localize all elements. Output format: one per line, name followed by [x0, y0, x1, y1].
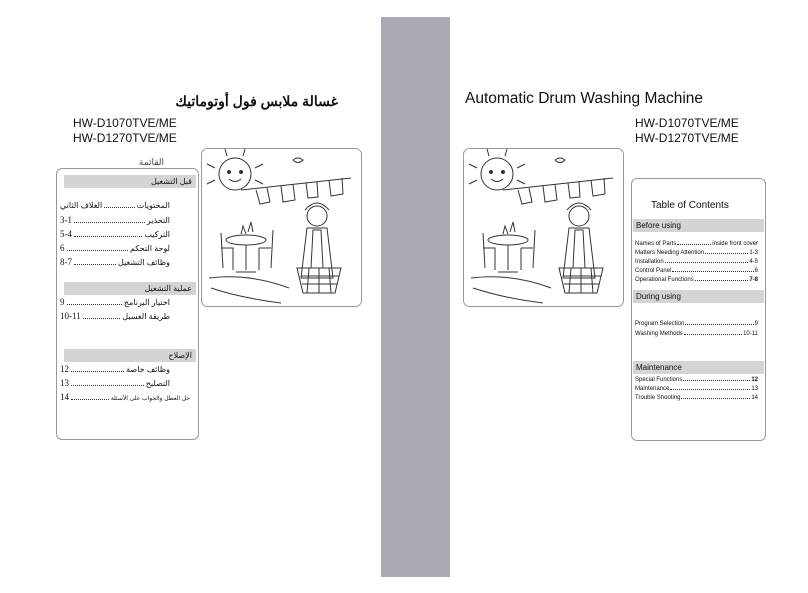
toc-section-heading: During using — [633, 290, 764, 303]
toc-section-heading: الإصلاح — [64, 349, 196, 362]
toc-item: المحتويات الغلاف الثاني — [60, 201, 170, 210]
english-title: Automatic Drum Washing Machine — [465, 90, 704, 107]
arabic-toc-heading: القائمة — [138, 157, 164, 167]
toc-item: طريقة الغسيل 10-11 — [60, 311, 170, 321]
model-number: HW-D1270TVE/ME — [635, 131, 739, 145]
toc-item: Matters Needing Attention 1-3 — [635, 250, 758, 256]
toc-section-heading: Before using — [633, 219, 764, 232]
toc-item: لوحة التحكم 6 — [60, 243, 170, 253]
toc-item: حل العطل والجواب على الأسئلة 14 — [60, 392, 190, 402]
toc-item: التصليح 13 — [60, 378, 170, 388]
toc-item: Program Selection 9 — [635, 321, 758, 327]
toc-item: وظائف التشغيل 8-7 — [60, 257, 170, 267]
toc-item: Operational Functions 7-8 — [635, 277, 758, 283]
arabic-toc-box — [56, 168, 199, 440]
toc-section-heading: عملية التشغيل — [64, 282, 196, 295]
toc-item: التحذير 3-1 — [60, 215, 170, 225]
toc-item: Washing Methods 10-11 — [635, 331, 758, 337]
toc-item: Control Panel 6 — [635, 268, 758, 274]
toc-item: Maintenance 13 — [635, 386, 758, 392]
washing-scene-illustration — [201, 148, 363, 308]
toc-section-heading: قبل التشغيل — [64, 175, 196, 188]
washing-scene-illustration — [463, 148, 625, 308]
model-number: HW-D1070TVE/ME — [73, 116, 177, 130]
toc-item: اختيار البرنامج 9 — [60, 297, 170, 307]
model-number: HW-D1270TVE/ME — [73, 131, 177, 145]
model-number: HW-D1070TVE/ME — [635, 116, 739, 130]
page-spine — [381, 17, 450, 577]
toc-item: Trouble Shooting 14 — [635, 395, 758, 401]
english-model-numbers — [635, 116, 739, 146]
toc-title: Table of Contents — [651, 200, 729, 211]
toc-item: Installation 4-5 — [635, 259, 758, 265]
toc-item: Special Functions 12 — [635, 377, 758, 383]
arabic-title: غسالة ملابس فول أوتوماتيك — [175, 93, 338, 109]
toc-item: Names of Parts inside front cover — [635, 241, 758, 247]
toc-section-heading: Maintenance — [633, 361, 764, 374]
toc-item: وظائف خاصة 12 — [60, 364, 170, 374]
toc-item: التركيب 5-4 — [60, 229, 170, 239]
arabic-model-numbers — [73, 116, 177, 146]
english-toc-box — [631, 178, 766, 441]
